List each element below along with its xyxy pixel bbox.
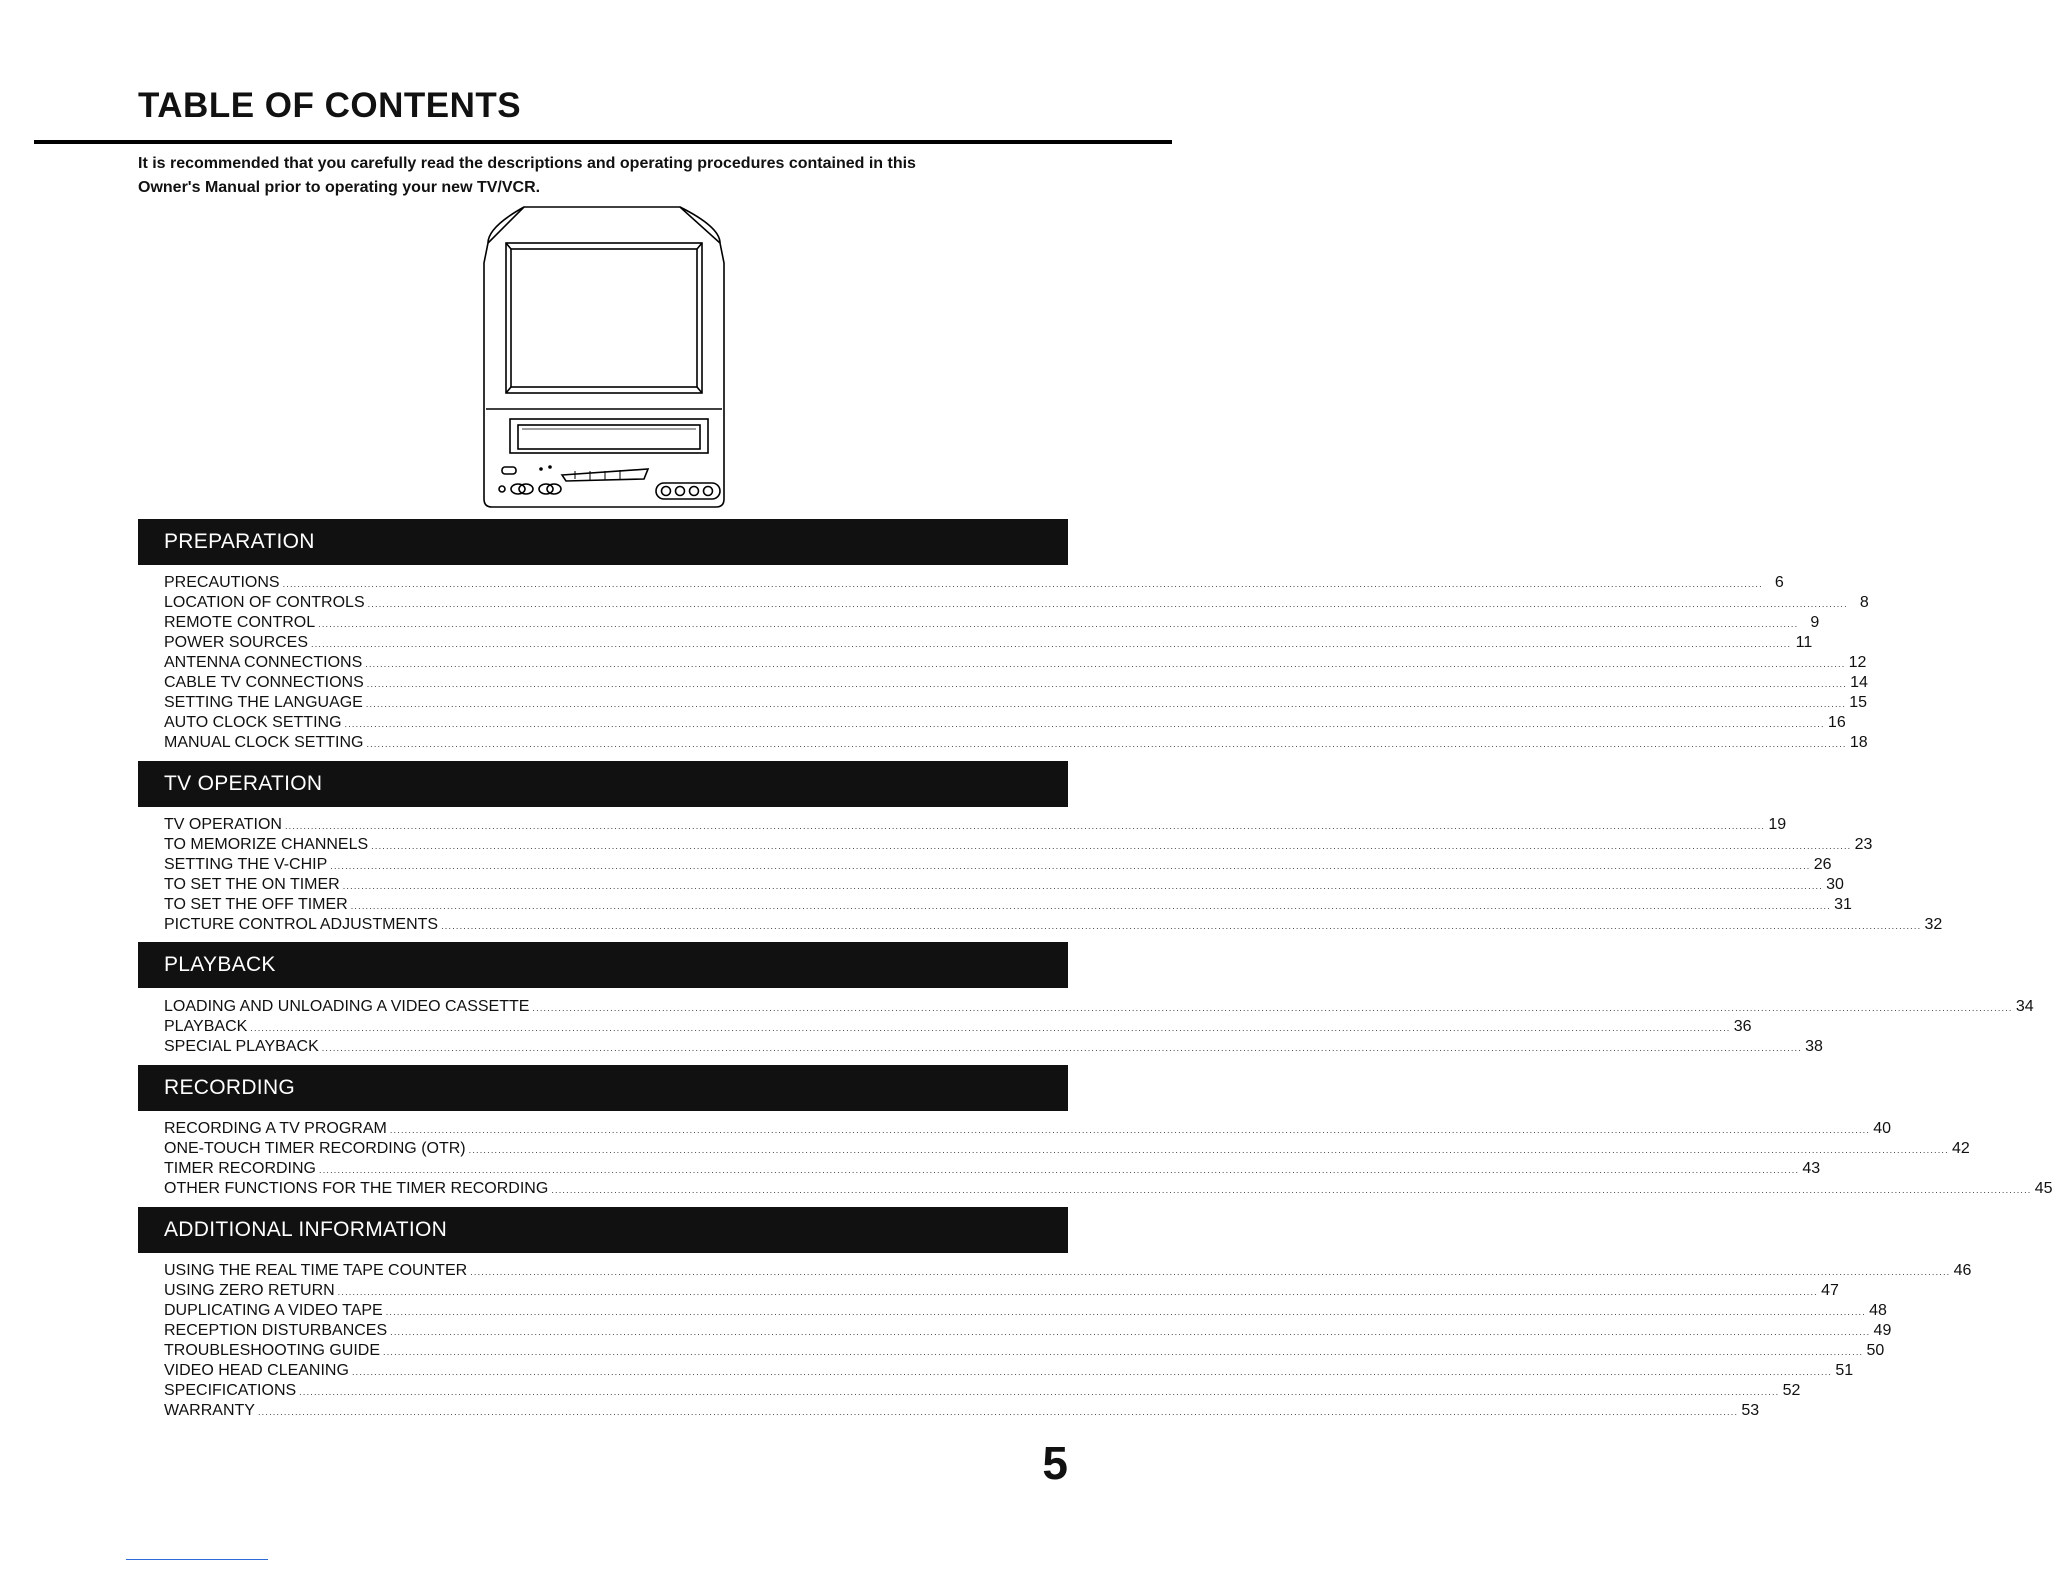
toc-entry-page: 38 (1805, 1038, 1823, 1055)
dot-leader: ................................................................................................................................................................................................................................................................................................................................................................................................................ (330, 861, 1811, 871)
toc-entry (164, 815, 1787, 835)
toc-entry-title: TO SET THE OFF TIMER (164, 896, 348, 913)
toc-entry (164, 733, 1868, 753)
toc-entry-page: 36 (1733, 1018, 1752, 1035)
toc-entry-page: 49 (1873, 1322, 1892, 1339)
toc-entry-page: 43 (1802, 1160, 1821, 1177)
toc-entry-title: SPECIFICATIONS (164, 1382, 297, 1399)
toc-entry-title: USING THE REAL TIME TAPE COUNTER (164, 1262, 468, 1279)
toc-entry-title: MANUAL CLOCK SETTING (164, 734, 364, 751)
toc-entry-page: 52 (1782, 1382, 1801, 1399)
dot-leader: ................................................................................................................................................................................................................................................................................................................................................................................................................ (257, 1407, 1739, 1417)
dot-leader: ................................................................................................................................................................................................................................................................................................................................................................................................................ (383, 1347, 1864, 1357)
dot-leader: ................................................................................................................................................................................................................................................................................................................................................................................................................ (365, 659, 1846, 669)
toc-entry-page: 19 (1768, 816, 1787, 833)
dot-leader: ................................................................................................................................................................................................................................................................................................................................................................................................................ (321, 1043, 1802, 1053)
toc-entry-title: TROUBLESHOOTING GUIDE (164, 1342, 381, 1359)
toc-entry-title: RECEPTION DISTURBANCES (164, 1322, 388, 1339)
dot-leader: ................................................................................................................................................................................................................................................................................................................................................................................................................ (311, 639, 1792, 649)
toc-entry-page: 6 (1774, 574, 1784, 591)
title-divider (34, 140, 1172, 144)
toc-entry-page: 50 (1866, 1342, 1885, 1359)
toc-entry-page: 53 (1741, 1402, 1760, 1419)
dot-leader: ................................................................................................................................................................................................................................................................................................................................................................................................................ (371, 841, 1852, 851)
toc-entry (164, 633, 1813, 653)
toc-entry-title: TV OPERATION (164, 816, 282, 833)
toc-entry-page: 42 (1952, 1140, 1970, 1157)
toc-list (164, 573, 1869, 753)
toc-entry (164, 693, 1868, 713)
toc-entry (164, 895, 1852, 915)
dot-leader: ................................................................................................................................................................................................................................................................................................................................................................................................................ (366, 739, 1847, 749)
toc-entry (164, 1401, 1760, 1421)
footer-link-underline (126, 1559, 268, 1560)
toc-entry-page: 32 (1924, 916, 1943, 933)
toc-entry (164, 1119, 1892, 1139)
toc-entry (164, 855, 1832, 875)
tv-vcr-illustration (480, 203, 730, 513)
toc-list (164, 997, 2034, 1057)
toc-entry-title: LOADING AND UNLOADING A VIDEO CASSETTE (164, 998, 530, 1015)
dot-leader: ................................................................................................................................................................................................................................................................................................................................................................................................................ (390, 1327, 1871, 1337)
section-heading: PREPARATION (138, 519, 1068, 565)
toc-entry-page: 40 (1873, 1120, 1892, 1137)
toc-entry (164, 573, 1784, 593)
toc-entry-title: LOCATION OF CONTROLS (164, 594, 365, 611)
toc-entry (164, 1159, 1821, 1179)
toc-entry-title: CABLE TV CONNECTIONS (164, 674, 364, 691)
toc-entry (164, 1037, 1823, 1057)
toc-entry-page: 30 (1826, 876, 1844, 893)
toc-entry-page: 48 (1869, 1302, 1887, 1319)
toc-entry-page: 23 (1854, 836, 1873, 853)
toc-entry-title: USING ZERO RETURN (164, 1282, 335, 1299)
toc-entry-page: 46 (1953, 1262, 1972, 1279)
toc-entry (164, 1261, 1972, 1281)
dot-leader: ................................................................................................................................................................................................................................................................................................................................................................................................................ (284, 821, 1766, 831)
toc-list (164, 815, 1943, 935)
toc-entry-title: TO SET THE ON TIMER (164, 876, 340, 893)
toc-entry-title: SETTING THE LANGUAGE (164, 694, 363, 711)
toc-entry-page: 16 (1827, 714, 1846, 731)
toc-entry-title: PRECAUTIONS (164, 574, 280, 591)
toc-entry-title: WARRANTY (164, 1402, 255, 1419)
dot-leader: ................................................................................................................................................................................................................................................................................................................................................................................................................ (366, 679, 1847, 689)
intro-line-1: It is recommended that you carefully read the descriptions and operating procedures contained in this (138, 155, 916, 172)
dot-leader: ................................................................................................................................................................................................................................................................................................................................................................................................................ (351, 1367, 1833, 1377)
dot-leader: ................................................................................................................................................................................................................................................................................................................................................................................................................ (367, 599, 1848, 609)
section-heading: RECORDING (138, 1065, 1068, 1111)
toc-entry (164, 915, 1943, 935)
dot-leader: ................................................................................................................................................................................................................................................................................................................................................................................................................ (318, 619, 1799, 629)
toc-entry (164, 1179, 2053, 1199)
toc-entry-title: PLAYBACK (164, 1018, 248, 1035)
toc-entry (164, 713, 1846, 733)
toc-entry (164, 1361, 1854, 1381)
toc-entry (164, 997, 2034, 1017)
toc-entry-title: VIDEO HEAD CLEANING (164, 1362, 349, 1379)
toc-entry-title: AUTO CLOCK SETTING (164, 714, 342, 731)
toc-list (164, 1261, 1972, 1421)
dot-leader: ................................................................................................................................................................................................................................................................................................................................................................................................................ (299, 1387, 1780, 1397)
toc-entry-title: SETTING THE V-CHIP (164, 856, 328, 873)
dot-leader: ................................................................................................................................................................................................................................................................................................................................................................................................................ (342, 881, 1823, 891)
toc-list (164, 1119, 2053, 1199)
toc-entry-title: TIMER RECORDING (164, 1160, 316, 1177)
dot-leader: ................................................................................................................................................................................................................................................................................................................................................................................................................ (337, 1287, 1818, 1297)
dot-leader: ................................................................................................................................................................................................................................................................................................................................................................................................................ (551, 1185, 2032, 1195)
dot-leader: ................................................................................................................................................................................................................................................................................................................................................................................................................ (250, 1023, 1731, 1033)
toc-entry (164, 673, 1868, 693)
toc-entry-page: 12 (1848, 654, 1867, 671)
toc-entry (164, 1301, 1887, 1321)
toc-entry-title: ANTENNA CONNECTIONS (164, 654, 363, 671)
toc-entry-page: 47 (1821, 1282, 1839, 1299)
toc-entry (164, 1381, 1801, 1401)
toc-entry (164, 875, 1844, 895)
toc-entry-page: 15 (1849, 694, 1868, 711)
dot-leader: ................................................................................................................................................................................................................................................................................................................................................................................................................ (344, 719, 1825, 729)
toc-entry (164, 613, 1820, 633)
toc-entry-page: 11 (1795, 634, 1813, 651)
dot-leader: ................................................................................................................................................................................................................................................................................................................................................................................................................ (350, 901, 1831, 911)
toc-entry-title: TO MEMORIZE CHANNELS (164, 836, 369, 853)
toc-entry-page: 34 (2015, 998, 2034, 1015)
toc-entry (164, 1321, 1892, 1341)
toc-entry (164, 1017, 1752, 1037)
intro-text (138, 152, 1038, 200)
dot-leader: ................................................................................................................................................................................................................................................................................................................................................................................................................ (389, 1125, 1871, 1135)
toc-entry-title: OTHER FUNCTIONS FOR THE TIMER RECORDING (164, 1180, 549, 1197)
dot-leader: ................................................................................................................................................................................................................................................................................................................................................................................................................ (470, 1267, 1951, 1277)
toc-entry-page: 18 (1849, 734, 1868, 751)
dot-leader: ................................................................................................................................................................................................................................................................................................................................................................................................................ (468, 1145, 1949, 1155)
intro-line-2: Owner's Manual prior to operating your new TV/VCR. (138, 179, 541, 196)
page-number: 5 (1042, 1437, 1068, 1489)
toc-entry-title: RECORDING A TV PROGRAM (164, 1120, 387, 1137)
toc-entry-page: 51 (1835, 1362, 1854, 1379)
toc-entry-title: ONE-TOUCH TIMER RECORDING (OTR) (164, 1140, 466, 1157)
toc-entry-title: DUPLICATING A VIDEO TAPE (164, 1302, 383, 1319)
toc-entry (164, 1139, 1970, 1159)
toc-entry (164, 835, 1873, 855)
toc-entry-page: 26 (1813, 856, 1832, 873)
toc-entry-page: 8 (1859, 594, 1869, 611)
toc-entry (164, 1341, 1885, 1361)
dot-leader: ................................................................................................................................................................................................................................................................................................................................................................................................................ (282, 579, 1763, 589)
dot-leader: ................................................................................................................................................................................................................................................................................................................................................................................................................ (385, 1307, 1866, 1317)
toc-entry-page: 31 (1834, 896, 1852, 913)
dot-leader: ................................................................................................................................................................................................................................................................................................................................................................................................................ (319, 1165, 1800, 1175)
section-heading: TV OPERATION (138, 761, 1068, 807)
toc-entry-title: REMOTE CONTROL (164, 614, 316, 631)
dot-leader: ................................................................................................................................................................................................................................................................................................................................................................................................................ (532, 1003, 2013, 1013)
toc-entry-title: PICTURE CONTROL ADJUSTMENTS (164, 916, 439, 933)
toc-entry (164, 593, 1869, 613)
toc-entry-page: 14 (1850, 674, 1868, 691)
toc-entry (164, 653, 1867, 673)
page-title: TABLE OF CONTENTS (138, 86, 522, 125)
dot-leader: ................................................................................................................................................................................................................................................................................................................................................................................................................ (365, 699, 1847, 709)
toc-entry (164, 1281, 1839, 1301)
toc-entry-title: POWER SOURCES (164, 634, 309, 651)
dot-leader: ................................................................................................................................................................................................................................................................................................................................................................................................................ (441, 921, 1922, 931)
section-heading: PLAYBACK (138, 942, 1068, 988)
toc-entry-title: SPECIAL PLAYBACK (164, 1038, 319, 1055)
section-heading: ADDITIONAL INFORMATION (138, 1207, 1068, 1253)
toc-entry-page: 45 (2034, 1180, 2053, 1197)
toc-entry-page: 9 (1810, 614, 1820, 631)
